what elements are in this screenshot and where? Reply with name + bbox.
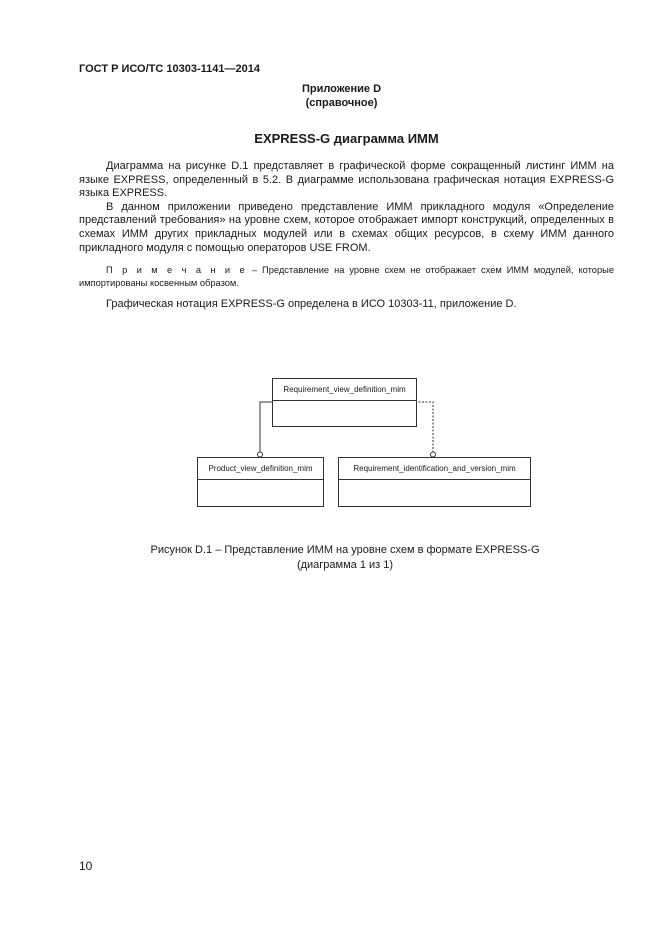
schema-name: Product_view_definition_mim (198, 458, 323, 480)
figure-caption (0, 543, 661, 573)
page-number: 10 (79, 859, 93, 873)
page-title: EXPRESS-G диаграмма ИММ (254, 131, 439, 146)
document-header: ГОСТ Р ИСО/ТС 10303-1141—2014 (79, 63, 260, 75)
schema-name: Requirement_view_definition_mim (273, 379, 416, 401)
schema-box-product-view (197, 457, 324, 507)
figure-caption-line: Рисунок D.1 – Представление ИММ на уровне схем в формате EXPRESS-G (150, 544, 540, 556)
schema-box-main (272, 378, 417, 427)
link-requirement-identification (415, 402, 433, 452)
annex-type: (справочное) (305, 97, 378, 109)
note-text: – Представление на уровне схем не отображает схем ИММ модулей, которые импортированы косвенным образом. (79, 265, 614, 288)
schema-name: Requirement_identification_and_version_mim (339, 458, 530, 480)
notation-reference: Графическая нотация EXPRESS-G определена в ИСО 10303-11, приложение D. (106, 298, 517, 310)
schema-box-requirement-identification (338, 457, 531, 507)
note-label: П р и м е ч а н и е (106, 265, 247, 275)
annex-label: Приложение D (301, 83, 382, 95)
link-product-view (260, 402, 272, 452)
figure-caption-line: (диаграмма 1 из 1) (296, 559, 394, 571)
paragraph: В данном приложении приведено представление ИММ прикладного модуля «Определение представлений требования» на уровне схем, которое отображает импорт конструкций, определенных в схемах ИММ других прикладных модулей или в схемах общих ресурсов, в схему ИММ данного прикладного модуля с помощью операторов USE FROM. (79, 200, 614, 254)
paragraph: Диаграмма на рисунке D.1 представляет в графической форме сокращенный листинг ИММ на языке EXPRESS, определенный в 5.2. В диаграмме использована графическая нотация EXPRESS-G языка EXPRESS. (79, 160, 614, 200)
